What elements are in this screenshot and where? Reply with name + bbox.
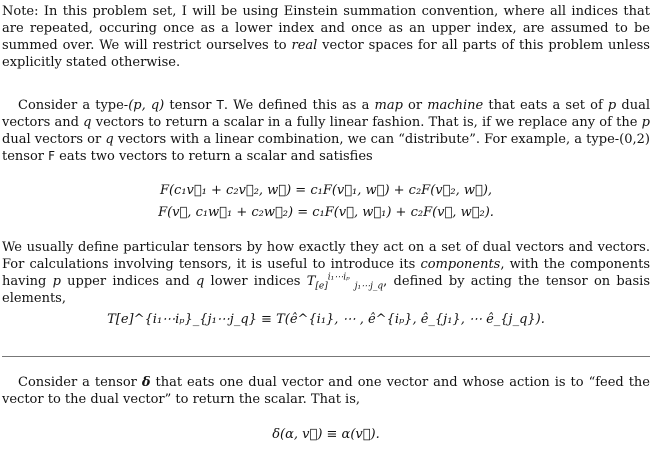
text: Consider a tensor	[18, 375, 142, 390]
text: We usually define particular tensors by how exactly they act on a set of dual vectors and vectors. For calculations involving tensors, it is useful to introduce its	[2, 240, 650, 272]
text: Consider a type-	[18, 98, 129, 113]
tensor-definition-paragraph	[2, 97, 650, 165]
components-paragraph	[2, 239, 650, 307]
text: or	[402, 98, 428, 113]
emphasis-map: map	[374, 98, 403, 113]
note-text: Note: In this problem set, I will be using Einstein summation convention, where all indices that are repeated, occuring once as a lower index and once as an upper index, are assumed to be summed over. We will restrict ourselves to	[2, 4, 650, 53]
math-q: q	[195, 274, 205, 289]
text: eats two vectors to return a scalar and satisfies	[55, 149, 373, 164]
text: tensor	[164, 98, 217, 113]
math-T: T	[216, 98, 224, 112]
text: upper indices and	[60, 274, 196, 289]
emphasis-components: components	[420, 257, 501, 272]
text: dual vectors and	[2, 98, 650, 130]
equation-delta-action: δ(α, v⃗) ≡ α(v⃗).	[272, 427, 380, 442]
math-delta: δ	[141, 375, 151, 390]
math-p: p	[607, 98, 617, 113]
emphasis-machine: machine	[427, 98, 484, 113]
delta-tensor-paragraph	[2, 374, 650, 408]
math-pq: (p, q)	[128, 98, 165, 113]
emphasis-real: real	[291, 38, 318, 53]
text: tensor	[2, 149, 49, 164]
section-divider	[2, 356, 650, 357]
math-p: p	[52, 274, 61, 289]
math-component-symbol: $T_{[e]}^{i_1\cdots i_p}$ $_{j_1\cdots j\_q}$	[306, 272, 384, 292]
note-text-end: vector spaces for all parts of this problem unless explicitly stated otherwise.	[2, 38, 650, 70]
text: , with the components having	[2, 257, 650, 289]
math-q: q	[105, 132, 114, 147]
text: lower indices	[204, 274, 307, 289]
text: that eats one dual vector and one vector and whose action is to “feed the vector to the dual vector” to return the scalar. That is,	[2, 375, 650, 407]
equation-linearity-first-slot: F(c₁v⃗₁ + c₂v⃗₂, w⃗) = c₁F(v⃗₁, w⃗) + c₂F(v⃗₂, w⃗),	[159, 183, 493, 198]
text: vectors to return a scalar in a fully linear fashion. That is, if we replace any of the	[91, 115, 642, 130]
math-F: F	[48, 149, 56, 163]
text: . We defined this as a	[223, 98, 375, 113]
math-q: q	[83, 115, 92, 130]
text: that eats a set of	[483, 98, 608, 113]
note-paragraph	[2, 3, 650, 71]
equation-linearity-second-slot: F(v⃗, c₁w⃗₁ + c₂w⃗₂) = c₁F(v⃗, w⃗₁) + c₂F(v⃗, w⃗₂).	[158, 205, 494, 220]
math-type02: (0,2)	[619, 132, 650, 147]
math-p: p	[641, 115, 650, 130]
text: , defined by acting the tensor on basis elements,	[2, 274, 650, 306]
equation-components-definition: T[e]^{i₁⋯iₚ}_{j₁⋯j_q} ≡ T(ê^{i₁}, ⋯ , ê^{iₚ}, ê_{j₁}, ⋯ ê_{j_q}).	[107, 312, 545, 327]
text: dual vectors or	[2, 132, 106, 147]
text: vectors with a linear combination, we can “distribute”. For example, a type-	[113, 132, 620, 147]
